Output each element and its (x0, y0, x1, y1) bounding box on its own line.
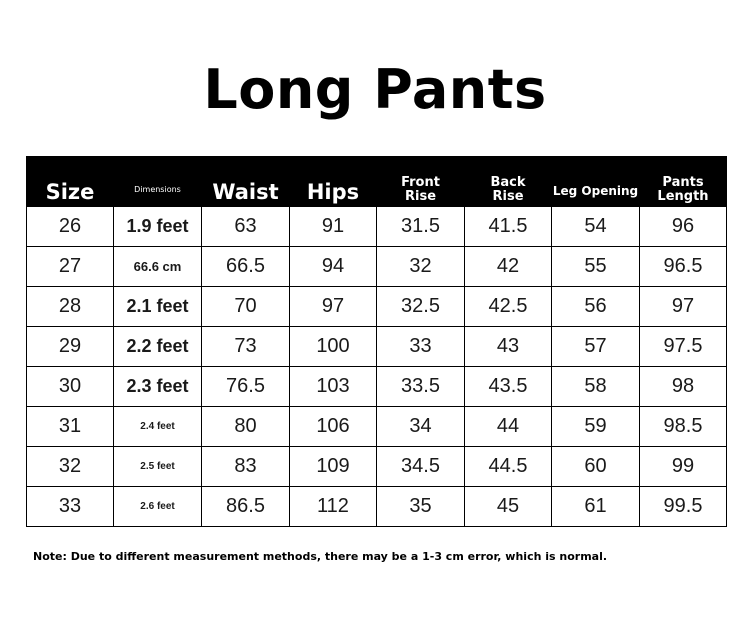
cell-size: 26 (27, 207, 114, 247)
cell-back-rise: 44.5 (465, 447, 552, 487)
header-front-rise (377, 157, 465, 207)
cell-waist: 83 (202, 447, 290, 487)
cell-leg-opening: 55 (552, 247, 640, 287)
cell-size: 33 (27, 487, 114, 527)
table-row (27, 487, 727, 527)
cell-waist: 73 (202, 327, 290, 367)
header-back-rise-line1: Back (490, 175, 526, 190)
cell-back-rise: 45 (465, 487, 552, 527)
header-back-rise (465, 157, 552, 207)
header-front-rise-line1: Front (401, 175, 440, 190)
cell-leg-opening: 61 (552, 487, 640, 527)
cell-pants-length: 96 (640, 207, 727, 247)
cell-hips: 100 (290, 327, 377, 367)
cell-hips: 103 (290, 367, 377, 407)
cell-pants-length: 97 (640, 287, 727, 327)
cell-pants-length: 98 (640, 367, 727, 407)
cell-waist: 76.5 (202, 367, 290, 407)
table-row (27, 247, 727, 287)
cell-hips: 91 (290, 207, 377, 247)
cell-front-rise: 34.5 (377, 447, 465, 487)
cell-pants-length: 97.5 (640, 327, 727, 367)
cell-hips: 106 (290, 407, 377, 447)
cell-dimensions: 2.1 feet (114, 287, 202, 327)
cell-front-rise: 34 (377, 407, 465, 447)
cell-hips: 109 (290, 447, 377, 487)
footnote: Note: Due to different measurement methods, there may be a 1-3 cm error, which is normal. (33, 550, 608, 563)
header-hips: Hips (290, 157, 377, 207)
cell-size: 27 (27, 247, 114, 287)
table-row (27, 327, 727, 367)
cell-back-rise: 42 (465, 247, 552, 287)
cell-dimensions: 2.6 feet (114, 487, 202, 527)
cell-size: 31 (27, 407, 114, 447)
cell-size: 32 (27, 447, 114, 487)
cell-leg-opening: 54 (552, 207, 640, 247)
cell-size: 30 (27, 367, 114, 407)
cell-waist: 66.5 (202, 247, 290, 287)
header-size: Size (27, 157, 114, 207)
cell-leg-opening: 57 (552, 327, 640, 367)
cell-hips: 112 (290, 487, 377, 527)
table-row (27, 407, 727, 447)
cell-dimensions: 2.3 feet (114, 367, 202, 407)
cell-pants-length: 98.5 (640, 407, 727, 447)
header-pants-length-line1: Pants (662, 175, 704, 190)
table-row (27, 447, 727, 487)
cell-waist: 86.5 (202, 487, 290, 527)
cell-hips: 94 (290, 247, 377, 287)
cell-waist: 80 (202, 407, 290, 447)
header-pants-length-line2: Length (657, 189, 709, 204)
cell-pants-length: 99.5 (640, 487, 727, 527)
header-waist: Waist (202, 157, 290, 207)
cell-front-rise: 35 (377, 487, 465, 527)
cell-leg-opening: 58 (552, 367, 640, 407)
size-chart-table (26, 156, 727, 527)
header-dimensions: Dimensions (114, 157, 202, 207)
table-header-row (27, 157, 727, 207)
cell-back-rise: 41.5 (465, 207, 552, 247)
cell-leg-opening: 59 (552, 407, 640, 447)
cell-back-rise: 43 (465, 327, 552, 367)
table-row (27, 367, 727, 407)
cell-back-rise: 43.5 (465, 367, 552, 407)
cell-dimensions: 1.9 feet (114, 207, 202, 247)
table-row (27, 287, 727, 327)
cell-pants-length: 99 (640, 447, 727, 487)
cell-waist: 70 (202, 287, 290, 327)
cell-size: 29 (27, 327, 114, 367)
header-pants-length (640, 157, 727, 207)
cell-waist: 63 (202, 207, 290, 247)
cell-leg-opening: 60 (552, 447, 640, 487)
cell-pants-length: 96.5 (640, 247, 727, 287)
cell-dimensions: 2.2 feet (114, 327, 202, 367)
header-front-rise-line2: Rise (404, 189, 437, 204)
cell-front-rise: 33.5 (377, 367, 465, 407)
cell-dimensions: 2.5 feet (114, 447, 202, 487)
cell-front-rise: 33 (377, 327, 465, 367)
cell-front-rise: 32 (377, 247, 465, 287)
cell-size: 28 (27, 287, 114, 327)
cell-back-rise: 44 (465, 407, 552, 447)
header-leg-opening: Leg Opening (552, 157, 640, 207)
cell-dimensions: 2.4 feet (114, 407, 202, 447)
cell-hips: 97 (290, 287, 377, 327)
cell-leg-opening: 56 (552, 287, 640, 327)
table-row (27, 207, 727, 247)
cell-back-rise: 42.5 (465, 287, 552, 327)
header-back-rise-line2: Rise (492, 189, 524, 204)
cell-front-rise: 31.5 (377, 207, 465, 247)
cell-front-rise: 32.5 (377, 287, 465, 327)
page-title: Long Pants (203, 58, 547, 121)
cell-dimensions: 66.6 cm (114, 247, 202, 287)
